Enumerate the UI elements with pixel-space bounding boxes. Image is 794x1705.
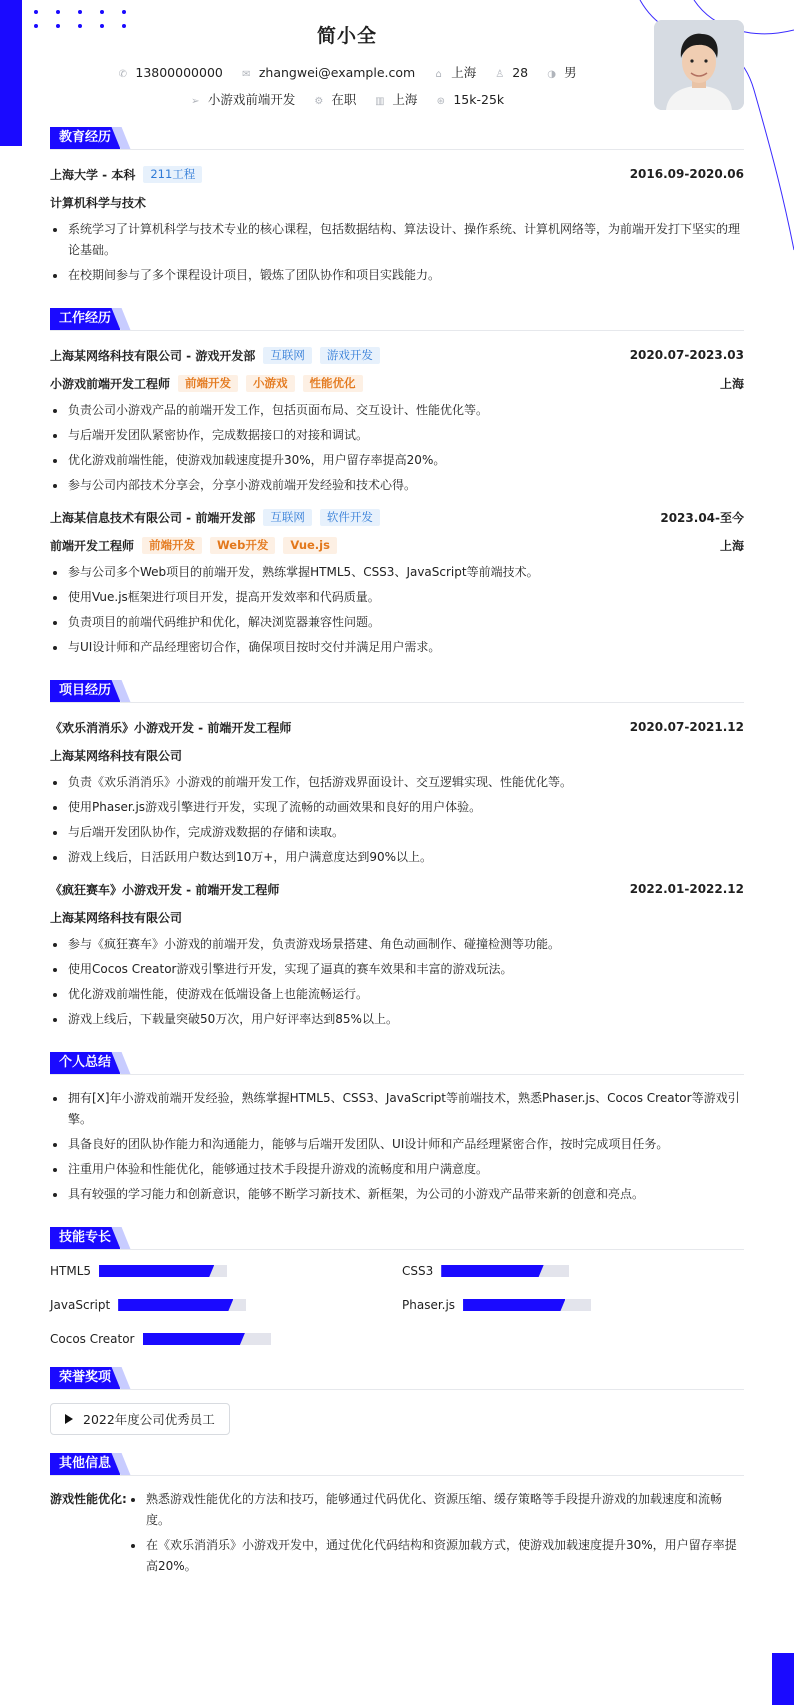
list-item: 参与公司多个Web项目的前端开发，熟练掌握HTML5、CSS3、JavaScript等前端技术。	[50, 562, 744, 583]
work-bullets	[50, 400, 744, 496]
candidate-name: 简小全	[316, 25, 377, 47]
skill-bar	[463, 1299, 591, 1311]
phone-icon: ✆	[118, 69, 128, 80]
position-name: 前端开发工程师	[50, 538, 135, 553]
job-intent-row	[50, 90, 644, 108]
list-item: 负责公司小游戏产品的前端开发工作，包括页面布局、交互设计、性能优化等。	[50, 400, 744, 421]
skill-level-fill	[118, 1299, 233, 1311]
contact-row	[50, 63, 644, 81]
list-item: 与UI设计师和产品经理密切合作，确保项目按时交付并满足用户需求。	[50, 637, 744, 658]
skill-html5	[50, 1263, 227, 1279]
entry-sub	[50, 372, 744, 394]
awards-heading	[50, 1367, 744, 1389]
gender-item	[546, 63, 577, 81]
target-city-item	[374, 90, 417, 108]
salary-icon: ⊛	[436, 96, 446, 107]
education-bullets	[50, 219, 744, 286]
project-entry	[50, 878, 744, 1030]
city-item	[433, 63, 476, 81]
home-icon: ⌂	[435, 69, 442, 80]
entry-head	[50, 163, 744, 185]
city-icon: ▥	[375, 96, 385, 107]
list-item: 在《欢乐消消乐》小游戏开发中，通过优化代码结构和资源加载方式，使游戏加载速度提升30%，用户留存率提高20%。	[128, 1535, 744, 1577]
projects-section	[50, 680, 744, 1030]
skill-tag: 前端开发	[142, 537, 202, 554]
skill-tag: 性能优化	[303, 375, 363, 392]
entry-sub	[50, 191, 744, 213]
entry-head-left	[50, 347, 380, 364]
skill-name: HTML5	[50, 1264, 92, 1278]
list-item: 注重用户体验和性能优化，能够通过技术手段提升游戏的流畅度和用户满意度。	[50, 1159, 744, 1180]
mail-icon: ✉	[242, 69, 251, 80]
skill-name: JavaScript	[50, 1298, 111, 1312]
skill-css3	[402, 1263, 569, 1279]
skill-level-fill	[441, 1265, 543, 1277]
decorative-dot	[34, 10, 38, 14]
phone-item	[117, 65, 222, 80]
list-item: 具备良好的团队协作能力和沟通能力，能够与后端开发团队、UI设计师和产品经理紧密合作，按时完成项目任务。	[50, 1134, 744, 1155]
phone-text: 13800000000	[135, 65, 223, 80]
divider	[50, 330, 744, 331]
education-date: 2016.09-2020.06	[629, 167, 744, 181]
status-text: 在职	[331, 92, 357, 107]
work-date: 2023.04-至今	[660, 510, 744, 525]
other-label: 游戏性能优化:	[50, 1492, 127, 1506]
summary-bullets	[50, 1088, 744, 1205]
list-item: 优化游戏前端性能，使游戏在低端设备上也能流畅运行。	[50, 984, 744, 1005]
section-title: 荣誉奖项	[50, 1367, 120, 1389]
gender-text: 男	[564, 65, 577, 80]
work-heading	[50, 308, 744, 330]
list-item: 游戏上线后，下载量突破50万次，用户好评率达到85%以上。	[50, 1009, 744, 1030]
industry-tag: 互联网	[263, 509, 312, 526]
award-text: 2022年度公司优秀员工	[83, 1412, 215, 1427]
skill-bar	[99, 1265, 227, 1277]
entry-sub	[50, 744, 744, 766]
project-bullets	[50, 934, 744, 1030]
work-location: 上海	[719, 376, 744, 391]
skill-bar	[143, 1333, 271, 1345]
project-company: 上海某网络科技有限公司	[50, 748, 183, 763]
avatar-photo	[654, 20, 744, 110]
projects-heading	[50, 680, 744, 702]
section-title: 教育经历	[50, 127, 120, 149]
section-title: 项目经历	[50, 680, 120, 702]
skill-level-fill	[143, 1333, 245, 1345]
salary-text: 15k-25k	[453, 92, 505, 107]
list-item: 与后端开发团队紧密协作，完成数据接口的对接和调试。	[50, 425, 744, 446]
skill-name: Cocos Creator	[50, 1332, 135, 1346]
list-item: 拥有[X]年小游戏前端开发经验，熟练掌握HTML5、CSS3、JavaScript等前端技术，熟悉Phaser.js、Cocos Creator等游戏引擎。	[50, 1088, 744, 1130]
divider	[50, 702, 744, 703]
entry-head-left	[50, 509, 380, 526]
skill-bar	[441, 1265, 569, 1277]
skill-tag: Web开发	[210, 537, 275, 554]
awards-section	[50, 1367, 744, 1435]
list-item: 使用Phaser.js游戏引擎进行开发，实现了流畅的动画效果和良好的用户体验。	[50, 797, 744, 818]
salary-item	[435, 92, 504, 107]
section-title: 其他信息	[50, 1453, 120, 1475]
section-title: 工作经历	[50, 308, 120, 330]
age-item	[494, 65, 528, 80]
education-entry	[50, 163, 744, 286]
entry-sub	[50, 534, 744, 556]
school-name: 上海大学 - 本科	[50, 167, 136, 182]
resume-page	[50, 0, 744, 1581]
email-item	[241, 65, 415, 80]
project-bullets	[50, 772, 744, 868]
list-item: 在校期间参与了多个课程设计项目，锻炼了团队协作和项目实践能力。	[50, 265, 744, 286]
send-icon: ➢	[191, 96, 200, 107]
skill-bar	[118, 1299, 246, 1311]
list-item: 游戏上线后，日活跃用户数达到10万+，用户满意度达到90%以上。	[50, 847, 744, 868]
list-item: 系统学习了计算机科学与技术专业的核心课程，包括数据结构、算法设计、操作系统、计算机网络等，为前端开发打下坚实的理论基础。	[50, 219, 744, 261]
entry-sub-left	[50, 375, 363, 392]
status-item	[313, 90, 356, 108]
list-item: 参与《疯狂赛车》小游戏的前端开发，负责游戏场景搭建、角色动画制作、碰撞检测等功能。	[50, 934, 744, 955]
age-icon: ♙	[495, 69, 505, 80]
skills-heading	[50, 1227, 744, 1249]
skill-level-fill	[99, 1265, 214, 1277]
skill-level-fill	[463, 1299, 565, 1311]
education-section	[50, 127, 744, 286]
divider	[50, 1249, 744, 1250]
divider	[50, 1389, 744, 1390]
skill-javascript	[50, 1297, 246, 1313]
status-icon: ⚙	[314, 96, 324, 107]
gender-icon: ◑	[547, 69, 556, 80]
industry-tag: 软件开发	[320, 509, 380, 526]
divider	[50, 1074, 744, 1075]
skill-name: CSS3	[402, 1264, 434, 1278]
project-name: 《疯狂赛车》小游戏开发 - 前端开发工程师	[50, 882, 280, 897]
target-job-item	[190, 90, 296, 108]
project-entry	[50, 716, 744, 868]
entry-head-left	[50, 166, 202, 183]
school-tag: 211工程	[143, 166, 202, 183]
accent-bar-right	[772, 1653, 794, 1705]
skills-grid	[50, 1263, 744, 1373]
accent-bar-left	[0, 0, 22, 146]
entry-head	[50, 506, 744, 528]
target-job-text: 小游戏前端开发	[207, 92, 296, 107]
skills-section	[50, 1227, 744, 1373]
resume-header	[50, 0, 744, 125]
summary-section	[50, 1052, 744, 1205]
award-item[interactable]	[50, 1403, 230, 1435]
skill-cocos-creator	[50, 1331, 271, 1347]
divider	[50, 149, 744, 150]
skill-phaserjs	[402, 1297, 591, 1313]
work-bullets	[50, 562, 744, 658]
other-entry	[50, 1489, 744, 1581]
list-item: 熟悉游戏性能优化的方法和技巧，能够通过代码优化、资源压缩、缓存策略等手段提升游戏的加载速度和流畅度。	[128, 1489, 744, 1531]
entry-sub-left	[50, 537, 337, 554]
list-item: 负责《欢乐消消乐》小游戏的前端开发工作，包括游戏界面设计、交互逻辑实现、性能优化等。	[50, 772, 744, 793]
project-name: 《欢乐消消乐》小游戏开发 - 前端开发工程师	[50, 720, 292, 735]
project-date: 2022.01-2022.12	[629, 882, 744, 896]
list-item: 使用Vue.js框架进行项目开发，提高开发效率和代码质量。	[50, 587, 744, 608]
other-heading	[50, 1453, 744, 1475]
skill-name: Phaser.js	[402, 1298, 456, 1312]
target-city-text: 上海	[392, 92, 418, 107]
work-entry	[50, 344, 744, 496]
entry-head	[50, 344, 744, 366]
entry-sub	[50, 906, 744, 928]
project-company: 上海某网络科技有限公司	[50, 910, 183, 925]
section-title: 技能专长	[50, 1227, 120, 1249]
project-date: 2020.07-2021.12	[629, 720, 744, 734]
list-item: 与后端开发团队协作，完成游戏数据的存储和读取。	[50, 822, 744, 843]
age-text: 28	[512, 65, 529, 80]
company-name: 上海某网络科技有限公司 - 游戏开发部	[50, 348, 256, 363]
other-bullets	[128, 1489, 744, 1581]
list-item: 参与公司内部技术分享会，分享小游戏前端开发经验和技术心得。	[50, 475, 744, 496]
divider	[50, 1475, 744, 1476]
industry-tag: 游戏开发	[320, 347, 380, 364]
decorative-dot	[34, 24, 38, 28]
company-name: 上海某信息技术有限公司 - 前端开发部	[50, 510, 256, 525]
entry-head	[50, 878, 744, 900]
work-date: 2020.07-2023.03	[629, 348, 744, 362]
position-name: 小游戏前端开发工程师	[50, 376, 171, 391]
list-item: 负责项目的前端代码维护和优化，解决浏览器兼容性问题。	[50, 612, 744, 633]
summary-heading	[50, 1052, 744, 1074]
city-text: 上海	[451, 65, 477, 80]
list-item: 使用Cocos Creator游戏引擎进行开发，实现了逼真的赛车效果和丰富的游戏玩法。	[50, 959, 744, 980]
list-item: 具有较强的学习能力和创新意识，能够不断学习新技术、新框架，为公司的小游戏产品带来新的创意和亮点。	[50, 1184, 744, 1205]
other-section	[50, 1453, 744, 1581]
play-icon	[65, 1414, 73, 1424]
skill-tag: 小游戏	[246, 375, 295, 392]
work-entry	[50, 506, 744, 658]
work-location: 上海	[719, 538, 744, 553]
education-heading	[50, 127, 744, 149]
industry-tag: 互联网	[263, 347, 312, 364]
list-item: 优化游戏前端性能，使游戏加载速度提升30%，用户留存率提高20%。	[50, 450, 744, 471]
section-title: 个人总结	[50, 1052, 120, 1074]
major-name: 计算机科学与技术	[50, 195, 147, 210]
skill-tag: 前端开发	[178, 375, 238, 392]
work-section	[50, 308, 744, 658]
entry-head	[50, 716, 744, 738]
skill-tag: Vue.js	[283, 537, 337, 554]
email-text: zhangwei@example.com	[258, 65, 416, 80]
